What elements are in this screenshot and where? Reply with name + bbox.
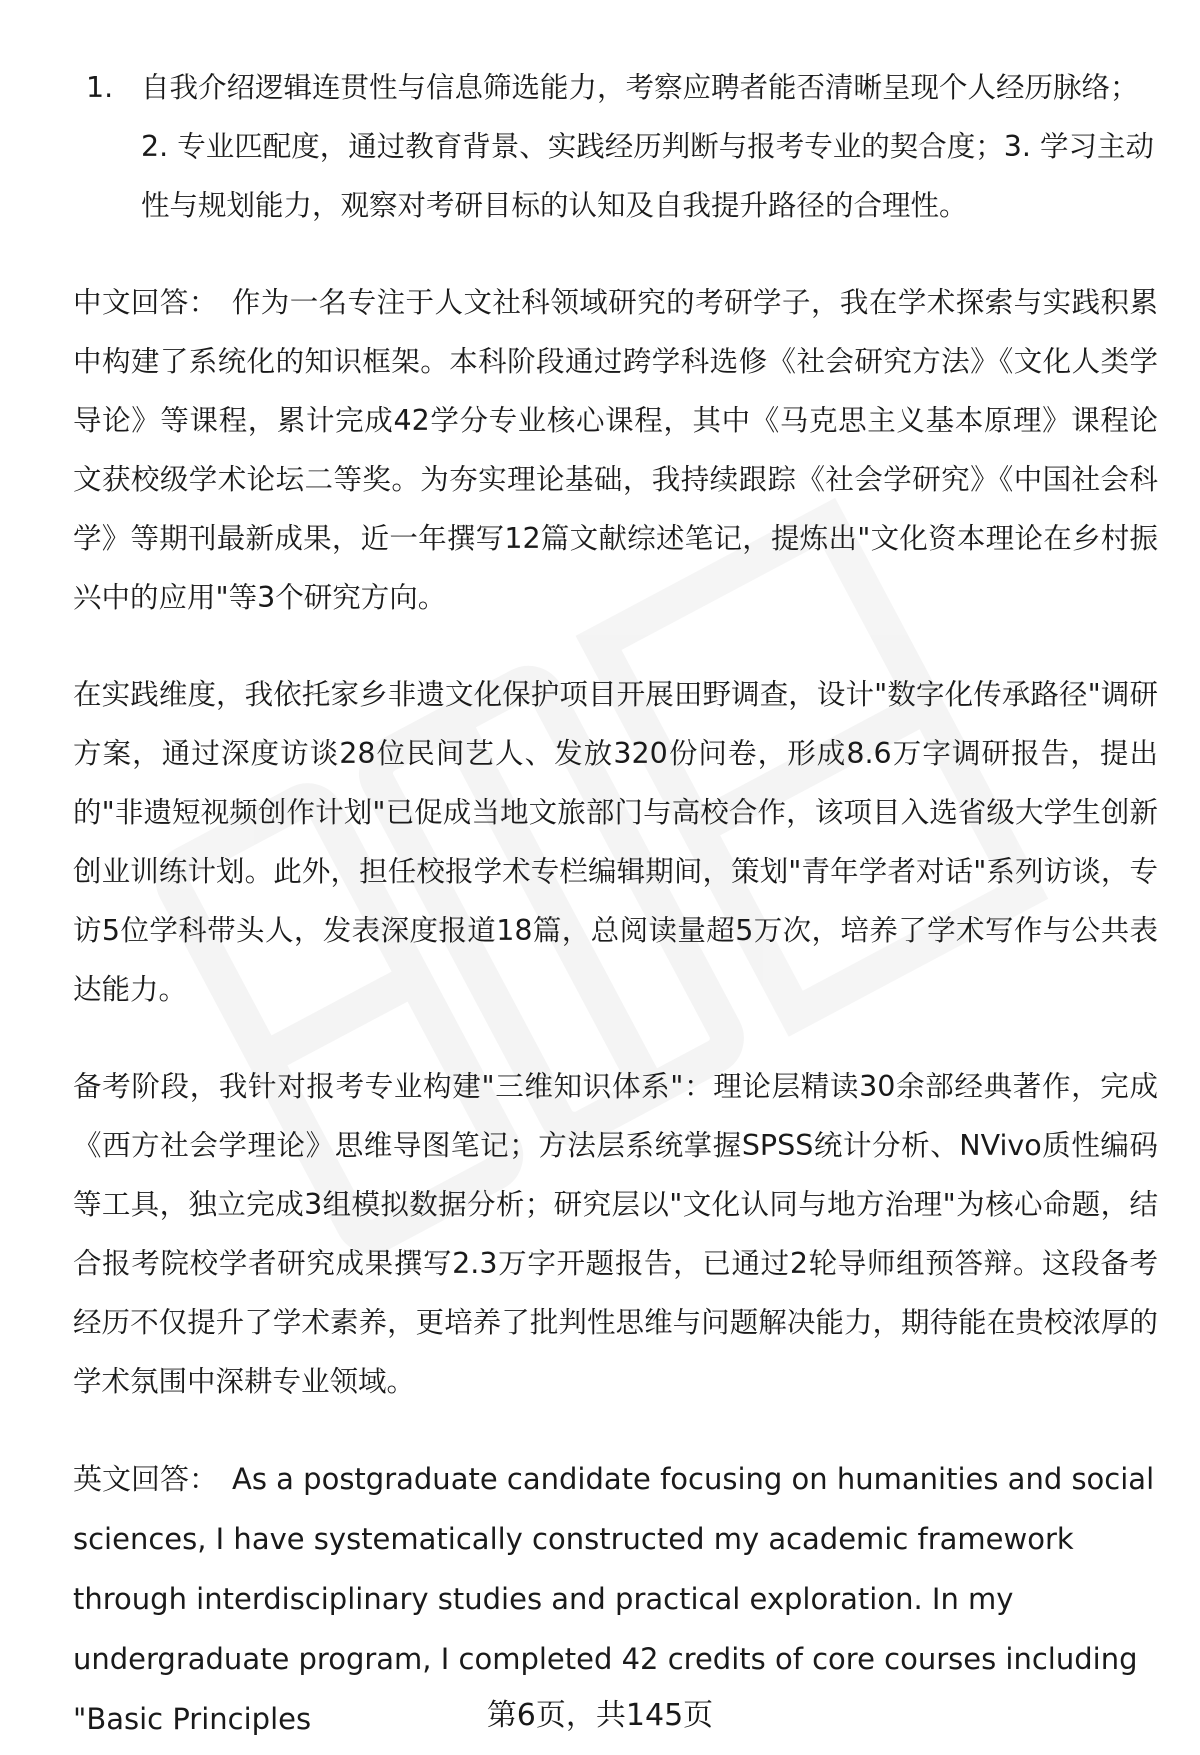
chinese-answer-paragraph-3: [73, 1057, 1158, 1411]
criteria-list-item: [73, 58, 1158, 235]
english-answer-label: 英文回答：: [73, 1462, 219, 1496]
chinese-answer-text-1: 作为一名专注于人文社科领域研究的考研学子，我在学术探索与实践积累中构建了系统化的知识框架。本科阶段通过跨学科选修《社会研究方法》《文化人类学导论》等课程，累计完成42学分专业核心课程，其中《马克思主义基本原理》课程论文获校级学术论坛二等奖。为夯实理论基础，我持续跟踪《社会学研究》《中国社会科学》等期刊最新成果，近一年撰写12篇文献综述笔记，提炼出"文化资本理论在乡村振兴中的应用"等3个研究方向。: [73, 286, 1158, 614]
chinese-answer-paragraph-2: [73, 665, 1158, 1019]
chinese-answer-paragraph-1: [73, 273, 1158, 627]
document-content: [73, 58, 1158, 1749]
chinese-answer-text-2: 在实践维度，我依托家乡非遗文化保护项目开展田野调查，设计"数字化传承路径"调研方案，通过深度访谈28位民间艺人、发放320份问卷，形成8.6万字调研报告，提出的"非遗短视频创作计划"已促成当地文旅部门与高校合作，该项目入选省级大学生创新创业训练计划。此外，担任校报学术专栏编辑期间，策划"青年学者对话"系列访谈，专访5位学科带头人，发表深度报道18篇，总阅读量超5万次，培养了学术写作与公共表达能力。: [73, 678, 1158, 1006]
english-answer-text: As a postgraduate candidate focusing on humanities and social sciences, I have systematically constructed my academic framework through interdisciplinary studies and practical exploration. In my undergraduate program, I completed 42 credits of core courses including "Basic Principles: [73, 1462, 1155, 1736]
page-number-footer: 第6页，共145页: [486, 1698, 714, 1733]
chinese-answer-text-3: 备考阶段，我针对报考专业构建"三维知识体系"：理论层精读30余部经典著作，完成《西方社会学理论》思维导图笔记；方法层系统掌握SPSS统计分析、NVivo质性编码等工具，独立完成3组模拟数据分析；研究层以"文化认同与地方治理"为核心命题，结合报考院校学者研究成果撰写2.3万字开题报告，已通过2轮导师组预答辩。这段备考经历不仅提升了学术素养，更培养了批判性思维与问题解决能力，期待能在贵校浓厚的学术氛围中深耕专业领域。: [73, 1070, 1158, 1398]
list-number: 1.: [86, 71, 114, 104]
chinese-answer-label: 中文回答：: [73, 286, 218, 319]
criteria-text: 自我介绍逻辑连贯性与信息筛选能力，考察应聘者能否清晰呈现个人经历脉络；2. 专业匹配度，通过教育背景、实践经历判断与报考专业的契合度；3. 学习主动性与规划能力，观察对考研目标的认知及自我提升路径的合理性。: [141, 71, 1155, 222]
